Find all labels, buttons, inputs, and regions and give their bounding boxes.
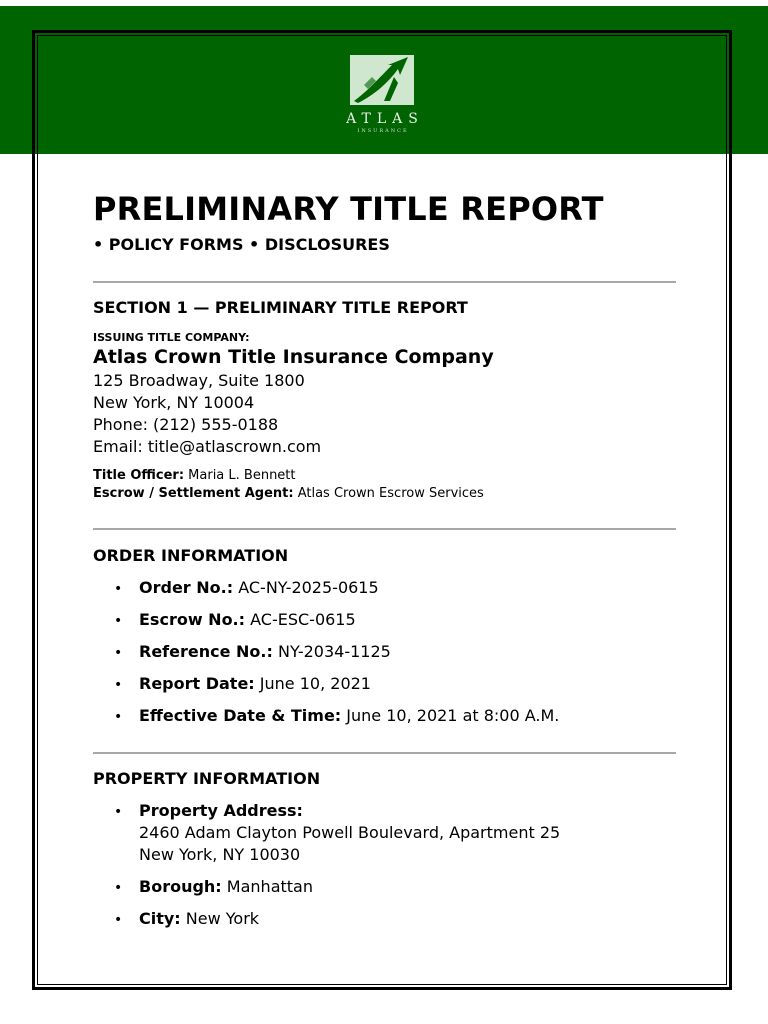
- divider: [93, 281, 676, 283]
- list-item: [93, 577, 559, 599]
- list-item: [93, 609, 559, 631]
- company-name: Atlas Crown Title Insurance Company: [93, 346, 494, 368]
- order-info-list: [93, 577, 559, 727]
- city-label: City:: [139, 909, 181, 928]
- list-item: [93, 673, 559, 695]
- title-officer-value: Maria L. Bennett: [188, 468, 296, 483]
- effective-date-value: June 10, 2021 at 8:00 A.M.: [346, 706, 560, 725]
- reference-no-label: Reference No.:: [139, 642, 273, 661]
- atlas-logo-icon: [350, 55, 414, 105]
- company-email: Email: title@atlascrown.com: [93, 437, 322, 456]
- order-info-heading: ORDER INFORMATION: [93, 546, 289, 565]
- list-item: [93, 876, 560, 898]
- atlas-logo: [332, 55, 432, 134]
- company-phone: Phone: (212) 555-0188: [93, 415, 279, 434]
- section1-heading: SECTION 1 — PRELIMINARY TITLE REPORT: [93, 298, 468, 317]
- property-address-line2: New York, NY 10030: [139, 845, 301, 864]
- title-officer-label: Title Officer:: [93, 468, 185, 483]
- report-date-label: Report Date:: [139, 674, 255, 693]
- escrow-agent-row: [93, 486, 484, 501]
- order-no-value: AC-NY-2025-0615: [238, 578, 379, 597]
- escrow-no-value: AC-ESC-0615: [250, 610, 356, 629]
- reference-no-value: NY-2034-1125: [277, 642, 391, 661]
- property-info-heading: PROPERTY INFORMATION: [93, 769, 321, 788]
- property-address-line1: 2460 Adam Clayton Powell Boulevard, Apartment 25: [139, 823, 561, 842]
- divider: [93, 752, 676, 754]
- escrow-no-label: Escrow No.:: [139, 610, 246, 629]
- title-officer-row: [93, 468, 296, 483]
- borough-label: Borough:: [139, 877, 222, 896]
- effective-date-label: Effective Date & Time:: [139, 706, 342, 725]
- borough-value: Manhattan: [226, 877, 313, 896]
- list-item: [93, 641, 559, 663]
- company-address-line1: 125 Broadway, Suite 1800: [93, 371, 305, 390]
- list-item: [93, 705, 559, 727]
- issuing-company-label: ISSUING TITLE COMPANY:: [93, 331, 250, 344]
- report-date-value: June 10, 2021: [259, 674, 371, 693]
- escrow-agent-value: Atlas Crown Escrow Services: [297, 486, 484, 501]
- property-info-list: [93, 800, 560, 930]
- property-address-label: Property Address:: [139, 801, 303, 820]
- logo-wordmark: ATLAS: [346, 111, 424, 127]
- page-title: PRELIMINARY TITLE REPORT: [93, 190, 604, 228]
- list-item: [93, 800, 560, 866]
- company-contact: [93, 370, 321, 458]
- logo-subtext: INSURANCE: [357, 128, 409, 134]
- divider: [93, 528, 676, 530]
- order-no-label: Order No.:: [139, 578, 234, 597]
- page-subtitle: • POLICY FORMS • DISCLOSURES: [93, 235, 390, 254]
- escrow-agent-label: Escrow / Settlement Agent:: [93, 486, 294, 501]
- city-value: New York: [185, 909, 260, 928]
- list-item: [93, 908, 560, 930]
- company-address-line2: New York, NY 10004: [93, 393, 255, 412]
